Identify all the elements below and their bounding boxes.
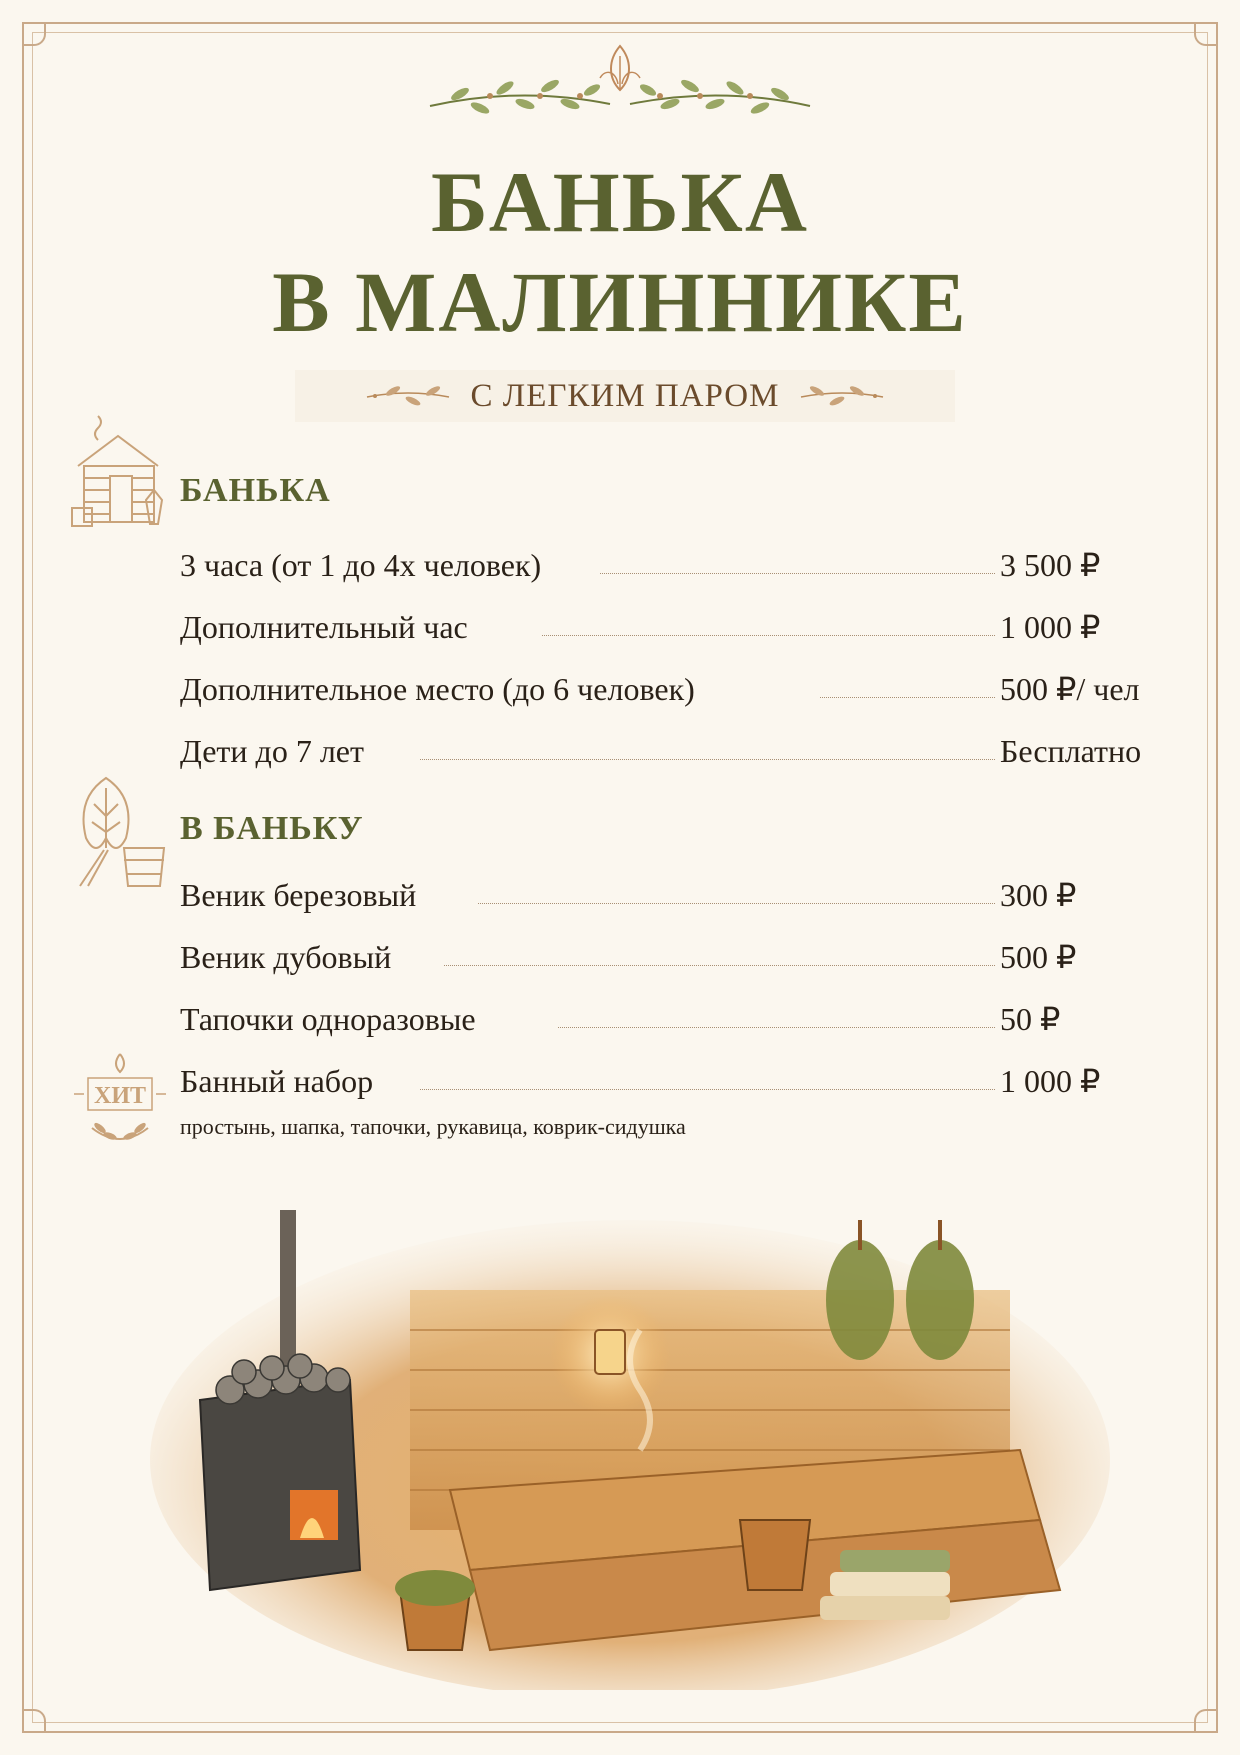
list-item <box>180 543 1180 587</box>
item-name: Дополнительное место (до 6 человек) <box>180 671 695 707</box>
dot-leader <box>558 1027 995 1028</box>
subtitle-text: С ЛЕГКИМ ПАРОМ <box>470 377 780 414</box>
sprig-right-icon <box>797 381 887 411</box>
dot-leader <box>600 573 995 574</box>
frame-corner <box>22 22 46 46</box>
item-price: Бесплатно <box>1000 733 1142 769</box>
item-price: 50 ₽ <box>1000 1001 1061 1037</box>
dot-leader <box>420 1089 995 1090</box>
section-title-v-banku: В БАНЬКУ <box>180 810 364 847</box>
list-item <box>180 873 1180 917</box>
subtitle-banner <box>295 370 955 422</box>
frame-corner <box>22 1709 46 1733</box>
hit-badge-label: ХИТ <box>93 1083 147 1109</box>
item-price: 1 000 ₽ <box>1000 609 1101 645</box>
item-name: Банный набор <box>180 1063 374 1099</box>
frame-corner <box>1194 22 1218 46</box>
item-price: 300 ₽ <box>1000 877 1077 913</box>
item-price: 3 500 ₽ <box>1000 547 1101 583</box>
page-title-line1: БАНЬКА <box>430 154 810 250</box>
bathhouse-icon <box>68 408 168 536</box>
section-title-banka: БАНЬКА <box>180 472 331 509</box>
item-price: 500 ₽/ чел <box>1000 671 1140 707</box>
list-item <box>180 605 1180 649</box>
list-item <box>180 935 1180 979</box>
dot-leader <box>420 759 995 760</box>
flame-laurel-icon <box>72 1048 168 1150</box>
item-name: Веник дубовый <box>180 939 392 975</box>
leaf-ornament-icon <box>420 38 820 128</box>
item-name: Веник березовый <box>180 877 417 913</box>
list-item <box>180 729 1180 773</box>
item-price: 500 ₽ <box>1000 939 1077 975</box>
item-name: Дети до 7 лет <box>180 733 364 769</box>
sauna-interior-illustration <box>140 1190 1120 1690</box>
dot-leader <box>444 965 995 966</box>
sprig-left-icon <box>363 381 453 411</box>
dot-leader <box>478 903 995 904</box>
item-name: Тапочки одноразовые <box>180 1001 476 1037</box>
frame-corner <box>1194 1709 1218 1733</box>
list-item <box>180 997 1180 1041</box>
broom-bucket-icon <box>66 768 170 892</box>
list-item <box>180 667 1180 711</box>
item-name: Дополнительный час <box>180 609 468 645</box>
dot-leader <box>542 635 995 636</box>
list-item <box>180 1059 1180 1103</box>
page-title-line2: В МАЛИННИКЕ <box>272 254 968 350</box>
item-price: 1 000 ₽ <box>1000 1063 1101 1099</box>
item-note: простынь, шапка, тапочки, рукавица, коврик-сидушка <box>180 1114 686 1139</box>
item-name: 3 часа (от 1 до 4х человек) <box>180 547 542 583</box>
dot-leader <box>820 697 995 698</box>
